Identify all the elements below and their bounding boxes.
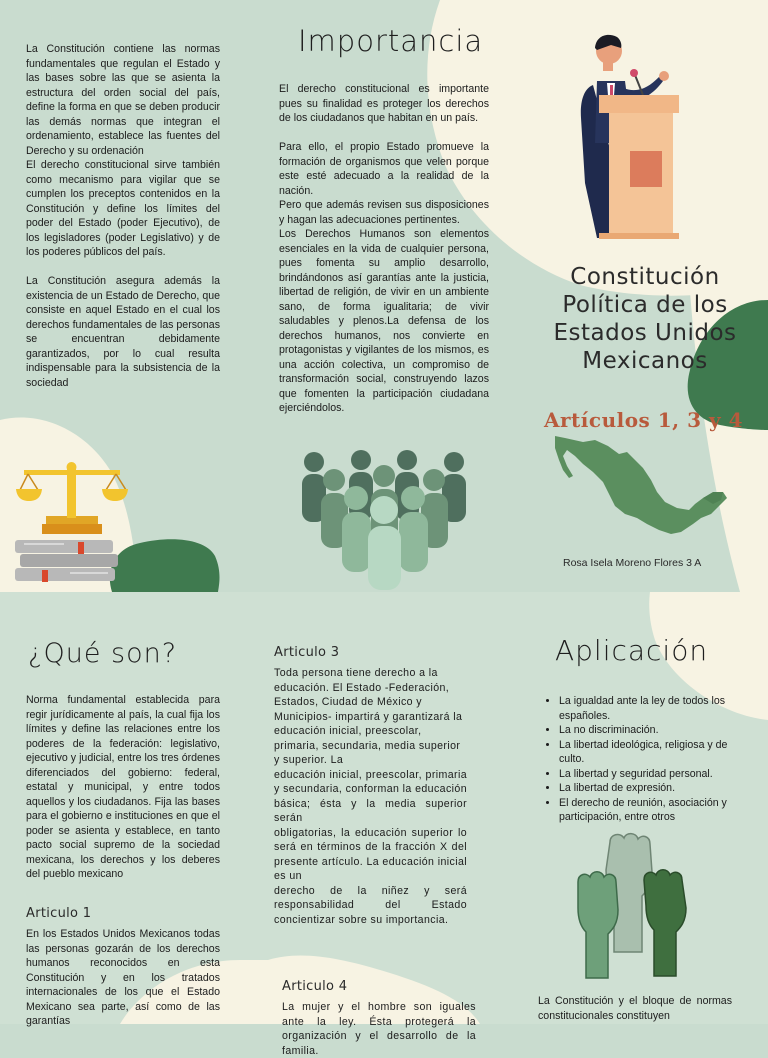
importancia-paragraph-4: Pero que además revisen sus disposiciones y hagan las adecuaciones pertinentes. bbox=[279, 199, 489, 226]
aplicacion-heading: Aplicación bbox=[555, 634, 709, 667]
articulo-3-paragraph-2: educación inicial, preescolar, primaria y secundaria, conforman la educación básica; ésta y la media superior serán bbox=[274, 768, 467, 824]
orator-at-podium-icon bbox=[575, 33, 685, 243]
articulo-3-heading: Articulo 3 bbox=[274, 645, 340, 660]
aplicacion-list bbox=[541, 694, 755, 825]
articulo-4-heading: Articulo 4 bbox=[282, 979, 348, 994]
cover-title: Constitución Política de los Estados Unidos Mexicanos bbox=[553, 264, 737, 374]
crowd-people-icon bbox=[296, 450, 472, 592]
aplicacion-item-2: • La no discriminación. bbox=[559, 723, 755, 738]
articulo-3-paragraph-1: Toda persona tiene derecho a la educación. El Estado -Federación, Estados, Ciudad de México y Municipios- impartirá y garantizará la educación inicial, preescolar, primaria, secundaria, media superior y superior. La bbox=[274, 667, 463, 766]
scales-of-justice-icon bbox=[12, 460, 132, 585]
aplicacion-item-4: • La libertad y seguridad personal. bbox=[559, 767, 755, 782]
intro-text-block bbox=[26, 42, 220, 390]
intro-paragraph-2: El derecho constitucional sirve también como mecanismo para vigilar que se cumplen los preceptos contenidos en la Constitución y define los límites del poder del Estado (poder Ejecutivo), de los legisladores (poder Legislativo) y de los poderes públicos del país. bbox=[26, 159, 220, 258]
articulo-3-text-block bbox=[274, 666, 467, 927]
articulo-3-paragraph-4: derecho de la niñez y será responsabilidad del Estado concientizar sobre su importancia. bbox=[274, 884, 467, 926]
aplicacion-closing-text: La Constitución y el bloque de normas constitucionales constituyen bbox=[538, 995, 732, 1022]
importancia-paragraph-1: El derecho constitucional es importante pues su finalidad es proteger los derechos de los ciudadanos que habitan en un país. bbox=[279, 83, 489, 124]
cover-articles: Artículos 1, 3 y 4 bbox=[544, 408, 743, 432]
importancia-heading: Importancia bbox=[298, 24, 484, 58]
cover-author: Rosa Isela Moreno Flores 3 A bbox=[563, 557, 702, 569]
intro-paragraph-4: La Constitución asegura además la existencia de un Estado de Derecho, que consiste en aquel Estado en el cual los derechos fundamentales de las personas se encuentran debidamente garantizados, por lo cual resulta indispensable para la subsistencia de la sociedad bbox=[26, 275, 220, 389]
aplicacion-item-6: • El derecho de reunión, asociación y participación, entre otros bbox=[559, 796, 755, 825]
raised-fists-icon bbox=[576, 830, 694, 980]
aplicacion-item-3: • La libertad ideológica, religiosa y de culto. bbox=[559, 738, 755, 767]
aplicacion-item-1: • La igualdad ante la ley de todos los españoles. bbox=[559, 694, 755, 723]
que-son-text: Norma fundamental establecida para regir jurídicamente al país, la cual fija los límites y define las relaciones entre los poderes de la federación: legislativo, ejecutivo y judicial, entre los tres órdenes diferenciados del gobierno: federal, estatal y municipal, y entre todos aquellos y los ciudadanos. Fija las bases para el gobierno e instituciones en que el poder se asienta y establece, en tanto pacto social supremo de la sociedad mexicana, los derechos y los deberes del pueblo mexicano bbox=[26, 694, 220, 880]
importancia-paragraph-5: Los Derechos Humanos son elementos esenciales en la vida de cualquier persona, pues fomenta su amplio desarrollo, brindándonos así garantías ante la justicia, libertad de religión, de vivir en un ambiente sano, de forma igualitaria; de vivir saludables y plenos.La defensa de los derechos humanos, nos convierte en protagonistas y vigilantes de los mismos, es una acción colectiva, un compromiso de transformación social, construyendo lazos que fomenten la participación ciudadana ejerciéndolos. bbox=[279, 228, 489, 414]
articulo-1-text: En los Estados Unidos Mexicanos todas las personas gozarán de los derechos humanos reconocidos en esta Constitución y en los tratados internacionales de los que el Estado Mexicano sea parte, así como de las garantías bbox=[26, 928, 220, 1027]
que-son-heading: ¿Qué son? bbox=[28, 638, 178, 669]
articulo-3-paragraph-3: obligatorias, la educación superior lo será en términos de la fracción X del presente artículo. La educación inicial es un bbox=[274, 826, 467, 882]
importancia-paragraph-2 bbox=[279, 126, 489, 141]
intro-paragraph-3 bbox=[26, 260, 220, 275]
intro-paragraph-1: La Constitución contiene las normas fundamentales que regulan el Estado y las bases sobre las que se asienta la estructura del orden social del país, define la forma en que se deben producir las demás normas que integran el ordenamiento, establece las fuentes del Derecho y su ordenación bbox=[26, 43, 220, 157]
mexico-map-icon bbox=[553, 434, 729, 538]
articulo-1-heading: Articulo 1 bbox=[26, 906, 92, 921]
aplicacion-item-5: • La libertad de expresión. bbox=[559, 781, 755, 796]
importancia-paragraph-3: Para ello, el propio Estado promueve la formación de organismos que velen porque este esté adecuado a la realidad de la nación. bbox=[279, 141, 489, 197]
articulo-4-text: La mujer y el hombre son iguales ante la ley. Ésta protegerá la organización y el desarrollo de la familia. bbox=[282, 1001, 476, 1057]
importancia-text-block bbox=[279, 82, 489, 416]
